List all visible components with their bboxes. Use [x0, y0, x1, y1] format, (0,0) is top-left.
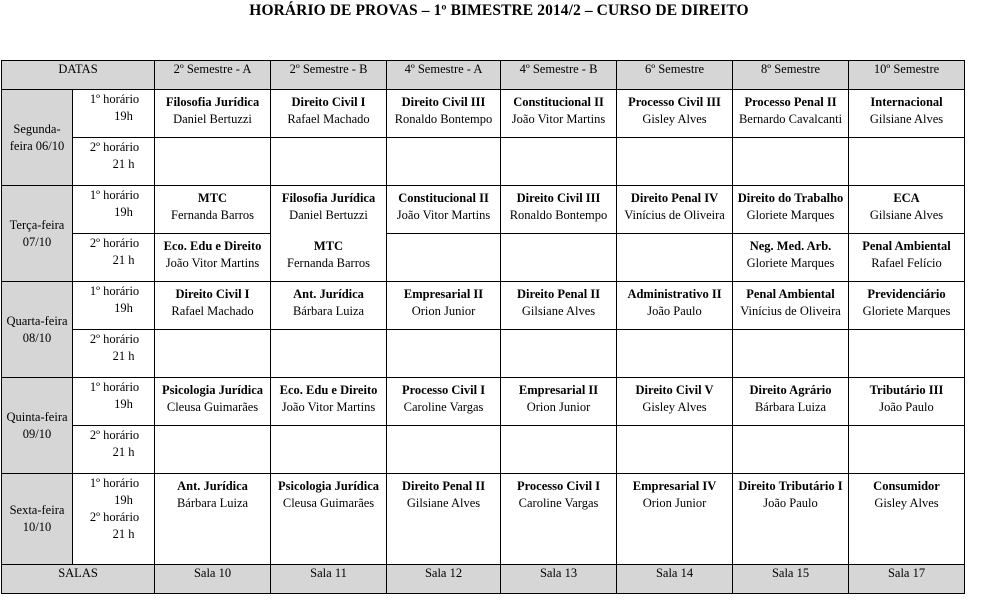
exam-cell — [733, 138, 849, 186]
exam-cell — [733, 90, 849, 138]
time-cell — [73, 234, 155, 282]
subject-name: Constitucional II — [398, 191, 489, 205]
room-cell: Sala 12 — [387, 565, 501, 594]
exam-cell — [617, 186, 733, 234]
exam-cell — [733, 378, 849, 426]
exam-cell — [849, 330, 965, 378]
column-header: 10º Semestre — [849, 61, 965, 90]
exam-cell — [155, 330, 271, 378]
schedule-row — [2, 282, 965, 330]
professor-name: Rafael Machado — [171, 304, 254, 318]
room-cell: Sala 13 — [501, 565, 617, 594]
exam-cell — [617, 330, 733, 378]
schedule-row — [2, 186, 965, 234]
exam-cell — [501, 378, 617, 426]
time-hour: 19h — [114, 493, 133, 507]
professor-name: Orion Junior — [642, 496, 707, 510]
exam-cell — [271, 330, 387, 378]
exam-cell — [501, 90, 617, 138]
professor-name: Gloriete Marques — [862, 304, 951, 318]
exam-cell — [501, 426, 617, 474]
exam-cell — [271, 426, 387, 474]
day-label: Quarta-feira 08/10 — [2, 282, 73, 378]
time-label: 1º horário — [89, 92, 140, 106]
subject-name: Filosofia Jurídica — [165, 95, 260, 109]
exam-cell — [387, 234, 501, 282]
professor-name: Gisley Alves — [642, 112, 707, 126]
professor-name: Fernanda Barros — [287, 255, 370, 270]
time-hour: 21 h — [112, 527, 135, 541]
exam-cell — [155, 186, 271, 234]
subject-name: Direito Civil I — [175, 287, 250, 301]
schedule-row — [2, 90, 965, 138]
exam-cell — [387, 474, 501, 565]
professor-name: Orion Junior — [526, 400, 591, 414]
exam-cell — [849, 474, 965, 565]
professor-name: Bárbara Luiza — [292, 304, 365, 318]
column-header: 2º Semestre - A — [155, 61, 271, 90]
exam-cell — [155, 282, 271, 330]
exam-cell — [849, 234, 965, 282]
professor-name: Fernanda Barros — [171, 208, 254, 222]
subject-name: Direito Penal II — [401, 479, 486, 493]
subject-name: Processo Penal II — [744, 95, 837, 109]
subject-name: Direito Agrário — [749, 383, 832, 397]
exam-cell — [387, 90, 501, 138]
datas-header: DATAS — [2, 61, 155, 90]
subject-name: Direito Civil III — [401, 95, 486, 109]
schedule-row — [2, 474, 965, 565]
time-hour: 19h — [114, 301, 133, 315]
subject-name: Ant. Jurídica — [177, 479, 248, 493]
schedule-row — [2, 426, 965, 474]
exam-cell — [849, 90, 965, 138]
exam-cell — [849, 378, 965, 426]
subject-name: Eco. Edu e Direito — [163, 239, 262, 253]
column-header: 8º Semestre — [733, 61, 849, 90]
column-header: 4º Semestre - A — [387, 61, 501, 90]
subject-name: Tributário III — [869, 383, 944, 397]
professor-name: Gilsiane Alves — [869, 112, 944, 126]
time-hour: 19h — [114, 205, 133, 219]
exam-cell — [617, 474, 733, 565]
exam-cell — [155, 90, 271, 138]
exam-cell — [155, 474, 271, 565]
professor-name: Cleusa Guimarães — [282, 496, 375, 510]
time-hour: 21 h — [112, 253, 135, 267]
header-row — [2, 61, 965, 90]
exam-cell — [271, 90, 387, 138]
exam-cell — [271, 378, 387, 426]
exam-cell — [271, 474, 387, 565]
professor-name: Rafael Machado — [287, 112, 370, 126]
subject-name: Processo Civil I — [401, 383, 486, 397]
exam-cell — [387, 138, 501, 186]
schedule-row — [2, 234, 965, 282]
column-header: 6º Semestre — [617, 61, 733, 90]
time-cell — [73, 426, 155, 474]
subject-name: Administrativo II — [627, 287, 722, 301]
subject-name: Processo Civil III — [628, 95, 721, 109]
professor-name: Gilsiane Alves — [869, 208, 944, 222]
exam-cell — [733, 330, 849, 378]
subject-name: Neg. Med. Arb. — [749, 239, 832, 253]
professor-name: Gisley Alves — [874, 496, 939, 510]
subject-name: Filosofia Jurídica — [281, 191, 376, 205]
professor-name: Daniel Bertuzzi — [173, 112, 252, 126]
exam-cell — [617, 234, 733, 282]
exam-cell — [155, 378, 271, 426]
column-header: 2º Semestre - B — [271, 61, 387, 90]
salas-label: SALAS — [2, 565, 155, 594]
time-cell — [73, 138, 155, 186]
subject-name: Direito Civil III — [516, 191, 601, 205]
exam-cell — [271, 138, 387, 186]
subject-name: Direito Penal II — [516, 287, 601, 301]
time-label: 2º horário — [89, 510, 140, 524]
subject-name: Processo Civil I — [516, 479, 601, 493]
exam-cell — [733, 186, 849, 234]
subject-name: Ant. Jurídica — [293, 287, 364, 301]
professor-name: Gilsiane Alves — [521, 304, 596, 318]
exam-cell — [501, 138, 617, 186]
professor-name: Bárbara Luiza — [754, 400, 827, 414]
professor-name: Orion Junior — [411, 304, 476, 318]
schedule-row — [2, 138, 965, 186]
time-cell — [73, 474, 155, 565]
subject-name: Direito Tributário I — [738, 479, 843, 493]
exam-cell — [501, 186, 617, 234]
exam-cell — [271, 234, 387, 282]
schedule-row — [2, 378, 965, 426]
schedule-row — [2, 330, 965, 378]
exam-cell — [501, 474, 617, 565]
exam-cell — [387, 426, 501, 474]
room-cell: Sala 10 — [155, 565, 271, 594]
exam-cell — [155, 138, 271, 186]
exam-cell — [501, 234, 617, 282]
exam-cell — [617, 90, 733, 138]
exam-cell — [271, 186, 387, 234]
subject-name: Direito Civil V — [635, 383, 714, 397]
professor-name: Gloriete Marques — [746, 208, 835, 222]
exam-cell — [849, 282, 965, 330]
subject-name: Psicologia Jurídica — [277, 479, 380, 493]
professor-name: Gisley Alves — [642, 400, 707, 414]
exam-cell — [733, 282, 849, 330]
subject-name: Penal Ambiental — [746, 287, 835, 301]
professor-name: Caroline Vargas — [403, 400, 484, 414]
column-header: 4º Semestre - B — [501, 61, 617, 90]
professor-name: Gilsiane Alves — [406, 496, 481, 510]
exam-cell — [617, 138, 733, 186]
professor-name: Caroline Vargas — [518, 496, 599, 510]
exam-cell — [617, 426, 733, 474]
subject-name: Direito do Trabalho — [737, 191, 844, 205]
time-label: 1º horário — [89, 284, 140, 298]
exam-cell — [849, 426, 965, 474]
professor-name: João Vitor Martins — [511, 112, 606, 126]
subject-name: Constitucional II — [513, 95, 604, 109]
professor-name: Gloriete Marques — [746, 256, 835, 270]
professor-name: Cleusa Guimarães — [166, 400, 259, 414]
subject-name: MTC — [313, 238, 344, 253]
time-label: 2º horário — [89, 236, 140, 250]
subject-name: Empresarial II — [518, 383, 599, 397]
exam-cell — [387, 282, 501, 330]
time-cell — [73, 330, 155, 378]
time-cell — [73, 90, 155, 138]
room-cell: Sala 15 — [733, 565, 849, 594]
room-cell: Sala 11 — [271, 565, 387, 594]
professor-name: Vinícius de Oliveira — [740, 304, 841, 318]
exam-cell — [387, 186, 501, 234]
exam-cell — [617, 282, 733, 330]
professor-name: Ronaldo Bontempo — [394, 112, 493, 126]
subject-name: Internacional — [870, 95, 943, 109]
exam-cell — [849, 138, 965, 186]
professor-name: Bernardo Cavalcanti — [738, 112, 843, 126]
exam-schedule-table — [1, 60, 965, 594]
professor-name: João Paulo — [879, 400, 934, 414]
time-label: 2º horário — [89, 428, 140, 442]
day-label: Quinta-feira 09/10 — [2, 378, 73, 474]
subject-name: Empresarial IV — [632, 479, 717, 493]
time-label: 2º horário — [89, 140, 140, 154]
exam-cell — [501, 330, 617, 378]
professor-name: Bárbara Luiza — [176, 496, 249, 510]
professor-name: João Vitor Martins — [396, 208, 491, 222]
professor-name: Vinícius de Oliveira — [624, 208, 725, 222]
subject-name: Empresarial II — [403, 287, 484, 301]
exam-cell — [617, 378, 733, 426]
time-label: 1º horário — [89, 476, 140, 490]
subject-name: Previdenciário — [867, 287, 946, 301]
time-label: 2º horário — [89, 332, 140, 346]
exam-cell — [501, 282, 617, 330]
subject-name: ECA — [893, 191, 920, 205]
page-title: HORÁRIO DE PROVAS – 1º BIMESTRE 2014/2 – CURSO DE DIREITO — [249, 2, 749, 19]
day-label: Terça-feira 07/10 — [2, 186, 73, 282]
subject-name: Direito Civil I — [291, 95, 366, 109]
subject-name: Consumidor — [873, 479, 940, 493]
time-cell — [73, 378, 155, 426]
exam-cell — [733, 474, 849, 565]
professor-name: João Vitor Martins — [165, 256, 260, 270]
time-hour: 21 h — [112, 349, 135, 363]
day-label: Segunda-feira 06/10 — [2, 90, 73, 186]
exam-cell — [271, 282, 387, 330]
time-cell — [73, 282, 155, 330]
exam-cell — [733, 234, 849, 282]
professor-name: Ronaldo Bontempo — [509, 208, 608, 222]
subject-name: Psicologia Jurídica — [161, 383, 264, 397]
subject-name: Eco. Edu e Direito — [279, 383, 378, 397]
exam-cell — [387, 330, 501, 378]
exam-cell — [733, 426, 849, 474]
time-cell — [73, 186, 155, 234]
time-hour: 19h — [114, 109, 133, 123]
professor-name: João Paulo — [763, 496, 818, 510]
professor-name: João Vitor Martins — [281, 400, 376, 414]
time-label: 1º horário — [89, 188, 140, 202]
time-label: 1º horário — [89, 380, 140, 394]
professor-name: Rafael Felício — [871, 256, 942, 270]
subject-name: Direito Penal IV — [630, 191, 719, 205]
exam-cell — [155, 426, 271, 474]
professor-name: Daniel Bertuzzi — [289, 208, 368, 222]
professor-name: João Paulo — [647, 304, 702, 318]
subject-name: Penal Ambiental — [862, 239, 951, 253]
exam-cell — [387, 378, 501, 426]
subject-name: MTC — [197, 191, 228, 205]
time-hour: 21 h — [112, 445, 135, 459]
room-cell: Sala 14 — [617, 565, 733, 594]
room-cell: Sala 17 — [849, 565, 965, 594]
footer-row — [2, 565, 965, 594]
day-label: Sexta-feira 10/10 — [2, 474, 73, 565]
time-hour: 19h — [114, 397, 133, 411]
exam-cell — [849, 186, 965, 234]
exam-cell — [155, 234, 271, 282]
time-hour: 21 h — [112, 157, 135, 171]
